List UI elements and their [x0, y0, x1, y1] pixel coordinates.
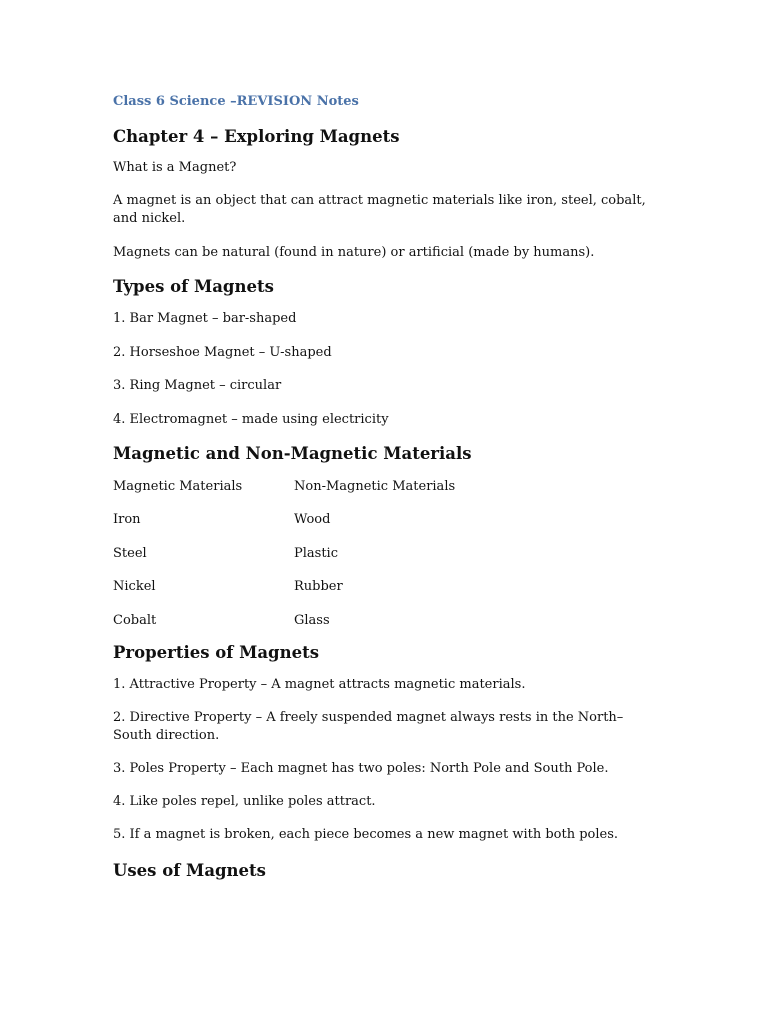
- column-header-magnetic: Magnetic Materials: [113, 478, 243, 494]
- natural-artificial-paragraph: Magnets can be natural (found in nature) or artificial (made by humans).: [113, 245, 595, 260]
- chapter-title: Chapter 4 – Exploring Magnets: [113, 127, 400, 146]
- table-row: [113, 545, 455, 579]
- properties-heading: Properties of Magnets: [113, 642, 320, 662]
- properties-list: [113, 676, 653, 844]
- materials-heading: Magnetic and Non-Magnetic Materials: [113, 443, 472, 463]
- table-cell: Cobalt: [113, 612, 157, 628]
- table-cell: Rubber: [294, 579, 343, 594]
- types-heading: Types of Magnets: [113, 277, 274, 296]
- types-list: [113, 310, 653, 429]
- table-header-row: [113, 478, 455, 512]
- list-item: 1. Bar Magnet – bar-shaped: [113, 311, 297, 326]
- table-cell: Steel: [113, 545, 147, 561]
- list-item: 3. Ring Magnet – circular: [113, 378, 282, 393]
- table-cell: Iron: [113, 512, 141, 527]
- table-cell: Nickel: [113, 579, 156, 594]
- table-cell: Wood: [294, 512, 331, 527]
- table-row: [113, 511, 455, 545]
- question-what-is-magnet: What is a Magnet?: [113, 160, 237, 175]
- list-item: 2. Directive Property – A freely suspended magnet always rests in the North–South direction.: [113, 709, 624, 743]
- uses-heading: Uses of Magnets: [113, 860, 266, 880]
- document-page: [113, 92, 653, 882]
- table-row: [113, 612, 455, 630]
- table-cell: Plastic: [294, 545, 338, 561]
- list-item: 1. Attractive Property – A magnet attracts magnetic materials.: [113, 676, 526, 692]
- list-item: 5. If a magnet is broken, each piece becomes a new magnet with both poles.: [113, 826, 619, 842]
- column-header-non-magnetic: Non-Magnetic Materials: [294, 478, 456, 494]
- definition-paragraph: A magnet is an object that can attract magnetic materials like iron, steel, cobalt, and nickel.: [113, 193, 646, 226]
- list-item: 3. Poles Property – Each magnet has two poles: North Pole and South Pole.: [113, 760, 609, 776]
- list-item: 4. Electromagnet – made using electricity: [113, 411, 389, 427]
- table-row: [113, 578, 455, 612]
- document-header: Class 6 Science –REVISION Notes: [113, 94, 359, 109]
- list-item: 4. Like poles repel, unlike poles attract.: [113, 793, 376, 809]
- list-item: 2. Horseshoe Magnet – U-shaped: [113, 344, 332, 360]
- materials-table: [113, 478, 455, 630]
- table-cell: Glass: [294, 612, 330, 628]
